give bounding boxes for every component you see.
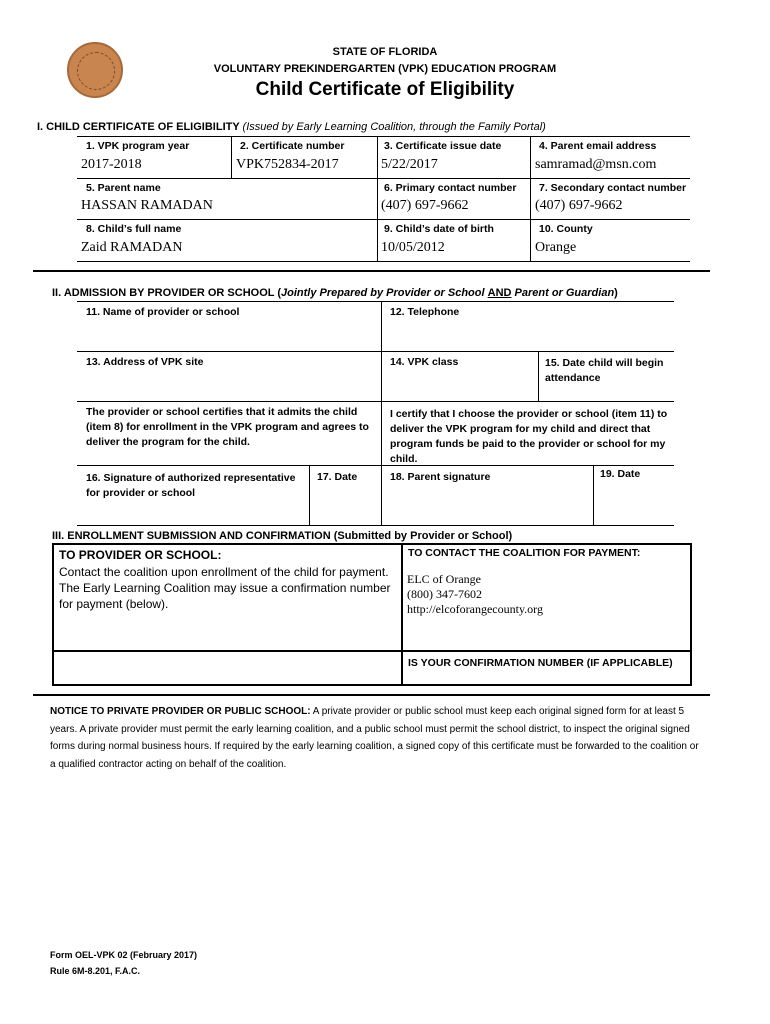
- section-2-heading: II. ADMISSION BY PROVIDER OR SCHOOL (Jointly Prepared by Provider or School AND Parent or Guardian): [52, 287, 618, 299]
- secondary-contact-field[interactable]: (407) 697-9662: [535, 198, 623, 213]
- child-dob-field[interactable]: 10/05/2012: [381, 240, 445, 255]
- vpk-program-year-label: 1. VPK program year: [86, 140, 190, 152]
- parent-email-field[interactable]: samramad@msn.com: [535, 157, 657, 172]
- coalition-phone: (800) 347-7602: [407, 587, 482, 601]
- page-title: Child Certificate of Eligibility: [255, 79, 515, 100]
- notice-divider: [33, 694, 710, 696]
- child-name-field[interactable]: Zaid RAMADAN: [81, 240, 183, 255]
- vpk-site-address-field[interactable]: [82, 370, 377, 398]
- vpk-class-field[interactable]: [386, 370, 534, 398]
- parent-date-label: 19. Date: [600, 468, 641, 480]
- contact-coalition-title: TO CONTACT THE COALITION FOR PAYMENT:: [408, 547, 641, 559]
- parent-certification-text: I certify that I choose the provider or school (item 11) to deliver the VPK program for my child and direct that program funds be paid to the provider or school for my child.: [390, 408, 668, 465]
- certificate-number-label: 2. Certificate number: [240, 140, 345, 152]
- provider-signature-label: 16. Signature of authorized representative for provider or school: [86, 472, 296, 499]
- confirmation-number-field[interactable]: [56, 654, 398, 682]
- program-heading: VOLUNTARY PREKINDERGARTEN (VPK) EDUCATION PROGRAM: [213, 63, 557, 75]
- child-dob-label: 9. Child’s date of birth: [384, 223, 494, 235]
- primary-contact-field[interactable]: (407) 697-9662: [381, 198, 469, 213]
- provider-certification-text: The provider or school certifies that it admits the child (item 8) for enrollment in the VPK program and agrees to deliver the program for the child.: [86, 406, 369, 448]
- county-field[interactable]: Orange: [535, 240, 577, 255]
- start-date-label: 15. Date child will begin attendance: [545, 357, 664, 384]
- telephone-field[interactable]: [386, 318, 670, 348]
- vpk-program-year-field[interactable]: 2017-2018: [81, 157, 142, 172]
- to-provider-text: Contact the coalition upon enrollment of the child for payment. The Early Learning Coalition may issue a confirmation number for payment (below).: [59, 565, 391, 611]
- secondary-contact-label: 7. Secondary contact number: [539, 182, 687, 194]
- coalition-name: ELC of Orange: [407, 572, 481, 586]
- vpk-class-label: 14. VPK class: [390, 356, 459, 368]
- parent-signature-label: 18. Parent signature: [390, 471, 491, 483]
- primary-contact-label: 6. Primary contact number: [384, 182, 517, 194]
- provider-name-label: 11. Name of provider or school: [86, 306, 240, 318]
- parent-email-label: 4. Parent email address: [539, 140, 657, 152]
- confirmation-number-label: IS YOUR CONFIRMATION NUMBER (IF APPLICABLE): [408, 657, 673, 669]
- vpk-site-address-label: 13. Address of VPK site: [86, 356, 204, 368]
- parent-name-field[interactable]: HASSAN RAMADAN: [81, 198, 213, 213]
- section-divider: [33, 270, 710, 272]
- coalition-url: http://elcoforangecounty.org: [407, 602, 543, 616]
- coalition-contact-block[interactable]: [407, 572, 543, 617]
- certificate-issue-date-field[interactable]: 5/22/2017: [381, 157, 438, 172]
- certificate-issue-date-label: 3. Certificate issue date: [384, 140, 502, 152]
- provider-date-label: 17. Date: [317, 471, 358, 483]
- section-3-heading: III. ENROLLMENT SUBMISSION AND CONFIRMATION (Submitted by Provider or School): [52, 530, 513, 542]
- provider-name-field[interactable]: [82, 318, 377, 348]
- child-name-label: 8. Child’s full name: [86, 223, 182, 235]
- parent-name-label: 5. Parent name: [86, 182, 161, 194]
- county-label: 10. County: [539, 223, 593, 235]
- notice-text: NOTICE TO PRIVATE PROVIDER OR PUBLIC SCHOOL: A private provider or public school must keep each original signed form for at least 5 years. A private provider must permit the early learning coalition, and a public school must permit the school district, to inspect the original signed forms during normal business hours. If required by the early learning coalition, a signed copy of this certificate must be forwarded to the coalition or a qualified contractor acting on behalf of the coalition.: [50, 706, 699, 770]
- telephone-label: 12. Telephone: [390, 306, 460, 318]
- to-provider-title: TO PROVIDER OR SCHOOL:: [59, 548, 222, 562]
- rule-reference: Rule 6M-8.201, F.A.C.: [50, 966, 141, 976]
- section-1-heading: I. CHILD CERTIFICATE OF ELIGIBILITY (Issued by Early Learning Coalition, through the Family Portal): [37, 121, 546, 133]
- state-heading: STATE OF FLORIDA: [332, 46, 438, 58]
- form-number: Form OEL-VPK 02 (February 2017): [50, 950, 198, 960]
- certificate-number-field[interactable]: VPK752834-2017: [236, 157, 339, 172]
